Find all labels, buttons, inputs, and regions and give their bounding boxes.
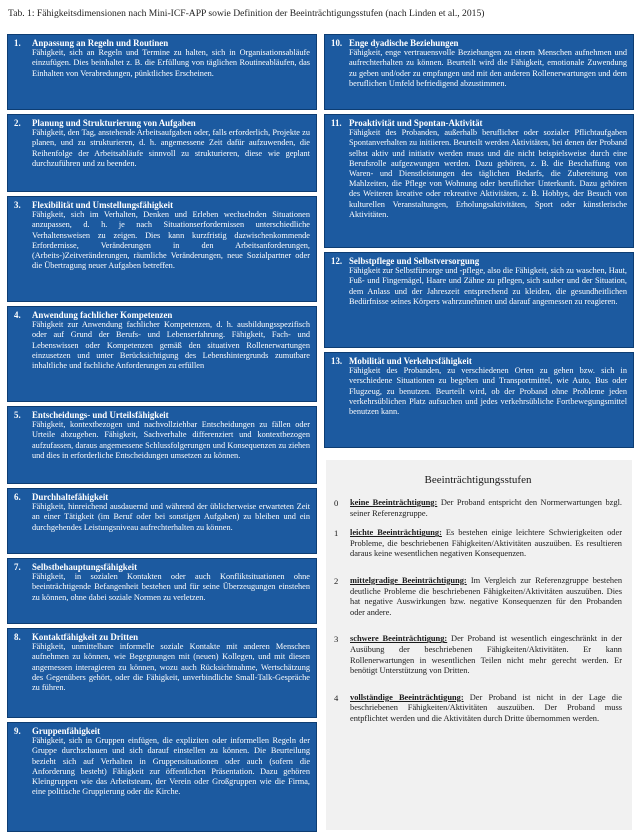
dimension-title: Kontaktfähigkeit zu Dritten: [32, 632, 139, 642]
level-name: keine Beeinträchtigung:: [350, 498, 438, 507]
dimension-number: 3.: [14, 200, 21, 210]
dimension-description: Fähigkeit des Probanden, zu verschiedenen Orten zu gehen bzw. sich in verschiedene Situationen zu begeben und Transportmittel, wie Auto, Bus oder Flugzeug, zu benutzen. Beurteilt wird, ob der Proband ohne Probleme jeden verkehrsüblichen Platz aufsuchen und jedes verkehrsübliche Fortbewegungsmittel benutzen kann.: [349, 366, 627, 417]
level-number: 3: [334, 634, 339, 645]
level-name: vollständige Beeinträchtigung:: [350, 692, 464, 702]
dimension-box: [7, 306, 317, 402]
dimension-title: Anwendung fachlicher Kompetenzen: [32, 310, 173, 320]
dimension-description: Fähigkeit des Probanden, außerhalb beruflicher oder sozialer Pflichtaufgaben Spontanverhalten zu initiieren. Beurteilt werden Aktivitäten, bei denen der Proband selbst aktiv und initiativ werden muss und die nicht beispielsweise durch eine Berufsrolle aufgezwungen werden. Dazu gehören, z. B. die Beschaffung von Waren- und Dienstleistungen des täglichen Bedarfs, die Zubereitung von Mahlzeiten, die Pflege von Wohnung oder beruflicher Unterkunft. Dazu gehören des Weiteren kreative oder rekreative Aktivitäten, z. B. Hobbys, der Besuch von kulturellen Veranstaltungen, Erholungsaktivitäten, Sport oder künstlerische Aktivitäten.: [349, 128, 627, 219]
level-description: Im Vergleich zur Referenzgruppe bestehen deutliche Probleme die beschriebenen Fähigkeiten/Aktivitäten auszuüben. Dies hat negative Auswirkungen bzw. negative Konsequenzen für den Probanden oder andere.: [350, 575, 623, 617]
dimension-title: Mobilität und Verkehrsfähigkeit: [349, 356, 472, 366]
impairment-level: [334, 498, 622, 519]
level-description: Der Proband ist wesentlich eingeschränkt in der Ausübung der beschriebenen Fähigkeiten/Aktivitäten. Er kann Rollenerwartungen in wesentlichen Teilen nicht mehr gerecht werden. Er benötigt Unterstützung von Dritten.: [350, 634, 622, 676]
dimension-title: Entscheidungs- und Urteilsfähigkeit: [32, 410, 169, 420]
dimension-description: Fähigkeit, sich in Gruppen einfügen, die expliziten oder informellen Regeln der Gruppe durchschauen und sich darauf einstellen zu können. Die Beurteilung bezieht sich auf Verhalten in Gruppensituationen oder auch (sofern die Anforderung besteht) Fähigkeit zur öffentlichen Präsentation. Dazu gehören Kleingruppen wie das Arbeitsteam, der Verein oder Großgruppen wie die Firma, eine politische Gruppierung oder die Kirche.: [32, 736, 310, 797]
level-description: Der Proband ist nicht in der Lage die beschriebenen Fähigkeiten/Aktivitäten auszuüben. Der Proband muss entpflichtet werden und die Aktivitäten durch Dritte übernommen werden.: [350, 692, 622, 723]
dimension-title: Durchhaltefähigkeit: [32, 492, 109, 502]
dimension-number: 11.: [331, 118, 342, 128]
dimension-box: [324, 34, 634, 110]
impairment-level: [334, 528, 622, 560]
dimension-number: 1.: [14, 38, 21, 48]
dimension-number: 6.: [14, 492, 21, 502]
level-description: Der Proband entspricht den Normerwartungen bzgl. seiner Referenzgruppe.: [350, 498, 623, 518]
level-name: mittelgradige Beeinträchtigung:: [350, 575, 467, 585]
dimensions-left-column: [7, 34, 317, 836]
dimension-description: Fähigkeit zur Anwendung fachlicher Kompetenzen, d. h. ausbildungsspezifisch oder auf Grund der Berufs- und Lebenserfahrung. Fähigkeit, Fach- und Lebenswissen oder Kompetenzen gemäß den situativen Rollenerwartungen einzusetzen und unter Berücksichtigung des Lebenshintergrunds zumutbare inhaltliche und fachliche Anforderungen zu erfüllen: [32, 320, 310, 371]
dimension-number: 12.: [331, 256, 343, 266]
impairment-levels-legend: [326, 460, 632, 830]
impairment-level: [334, 634, 622, 676]
dimension-description: Fähigkeit, kontextbezogen und nachvollziehbar Entscheidungen zu fällen oder Urteile abzugeben. Fähigkeit, Sachverhalte differenziert und kontextbezogen aufzufassen, daraus angemessene Schlussfolgerungen und Konsequenzen zu ziehen und dies in erforderliche Entscheidungen umsetzen zu können.: [32, 420, 310, 460]
dimension-description: Fähigkeit, unmittelbare informelle soziale Kontakte mit anderen Menschen aufnehmen zu können, wie Begegnungen mit (neuen) Kollegen, und mit diesen angemessen interagieren zu können, wozu auch Rücksichtnahme, Wertschätzung des Gegenübers gehört, oder die Fähigkeit, unverbindliche Small-Talk-Gespräche zu führen.: [32, 642, 310, 693]
dimension-box: [7, 558, 317, 624]
dimension-description: Fähigkeit, enge vertrauensvolle Beziehungen zu einem Menschen aufnehmen und aufrechterhalten zu können. Beurteilt wird die Fähigkeit, emotionale Zuwendung zu geben und/oder zu empfangen und mit den anderen Rollenerwartungen und dem beruflichen Umfeld befriedigend abzustimmen.: [349, 48, 627, 88]
dimension-box: [7, 722, 317, 832]
dimension-box: [7, 196, 317, 302]
impairment-level: [334, 693, 622, 725]
dimension-description: Fähigkeit, sich an Regeln und Termine zu halten, sich in Organisationsabläufe einzufügen. Dies beinhaltet z. B. die Erfüllung von täglichen Routineabläufen, das Einhalten von Verabredungen, pünktliches Erscheinen.: [32, 48, 310, 78]
dimension-number: 9.: [14, 726, 21, 736]
dimension-box: [7, 406, 317, 484]
dimension-number: 2.: [14, 118, 21, 128]
dimension-description: Fähigkeit, in sozialen Kontakten oder auch Konfliktsituationen ohne beeinträchtigende Befangenheit bestehen und für seine Überzeugungen einstehen zu können, ohne dabei soziale Normen zu verletzen.: [32, 572, 310, 602]
legend-title: Beeinträchtigungsstufen: [424, 474, 532, 486]
level-number: 4: [334, 692, 339, 703]
dimension-number: 13.: [331, 356, 343, 366]
table-caption: Tab. 1: Fähigkeitsdimensionen nach Mini-ICF-APP sowie Definition der Beeinträchtigungsstufen (nach Linden et al., 2015): [8, 8, 485, 19]
dimension-box: [7, 628, 317, 718]
level-name: leichte Beeinträchtigung:: [350, 528, 442, 538]
dimension-number: 10.: [331, 38, 343, 48]
dimension-title: Planung und Strukturierung von Aufgaben: [32, 118, 196, 128]
dimension-description: Fähigkeit, den Tag, anstehende Arbeitsaufgaben oder, falls erforderlich, Projekte zu planen, und zu strukturieren, d. h. angemessene Zeit dafür aufzuwenden, die Reihenfolge der Arbeitsabläufe sinnvoll zu strukturieren, diese wie geplant durchzuführen und zu beenden.: [32, 128, 310, 168]
level-name: schwere Beeinträchtigung:: [350, 634, 448, 644]
dimensions-right-column: [324, 34, 634, 452]
dimension-number: 4.: [14, 310, 21, 320]
level-number: 1: [334, 528, 339, 539]
dimension-description: Fähigkeit zur Selbstfürsorge und -pflege, also die Fähigkeit, sich zu waschen, Haut, Fuß- und Fingernägel, Haare und Zähne zu pflegen, sich sauber und der Situation, dem Anlass und der Jahreszeit entsprechend zu kleiden, die gesundheitlichen Bedürfnisse seines Körpers wahrzunehmen und darauf angemessen zu reagieren.: [349, 266, 627, 306]
dimension-number: 5.: [14, 410, 21, 420]
dimension-title: Selbstpflege und Selbstversorgung: [349, 256, 480, 266]
dimension-title: Selbstbehauptungsfähigkeit: [32, 562, 138, 572]
dimension-title: Proaktivität und Spontan-Aktivität: [349, 118, 483, 128]
dimension-title: Flexibilität und Umstellungsfähigkeit: [32, 200, 174, 210]
dimension-box: [7, 114, 317, 192]
dimension-box: [324, 252, 634, 348]
dimension-title: Enge dyadische Beziehungen: [349, 38, 459, 48]
level-description: Es bestehen einige leichtere Schwierigkeiten oder Probleme, die beschriebenen Fähigkeiten/Aktivitäten auszuüben. Es resultieren daraus keine wesentlichen negativen Konsequenzen.: [350, 528, 622, 559]
impairment-level: [334, 576, 622, 618]
dimension-box: [7, 488, 317, 554]
dimension-description: Fähigkeit, hinreichend ausdauernd und während der üblicherweise erwarteten Zeit an einer Tätigkeit (im Beruf oder bei sonstigen Aufgaben) zu bleiben und ein durchgehendes Leistungsniveau aufrechterhalten zu können.: [32, 502, 310, 532]
dimension-title: Gruppenfähigkeit: [32, 726, 101, 736]
dimension-box: [7, 34, 317, 110]
dimension-box: [324, 114, 634, 248]
dimension-description: Fähigkeit, sich im Verhalten, Denken und Erleben wechselnden Situationen anzupassen, d. h. je nach Situationserfordernissen unterschiedliche Verhaltensweisen zu zeigen. Dies kann kurzfristig dazwischenkommende Erfordernisse, Veränderungen in den Arbeitsanforderungen, (Arbeits-)Zeitveränderungen, räumliche Veränderungen, neue Sozialpartner oder die Übertragung neuer Aufgaben betreffen.: [32, 210, 310, 271]
dimension-box: [324, 352, 634, 448]
dimension-title: Anpassung an Regeln und Routinen: [32, 38, 169, 48]
level-number: 2: [334, 575, 339, 586]
level-number: 0: [334, 498, 339, 508]
dimension-number: 8.: [14, 632, 21, 642]
dimension-number: 7.: [14, 562, 21, 572]
